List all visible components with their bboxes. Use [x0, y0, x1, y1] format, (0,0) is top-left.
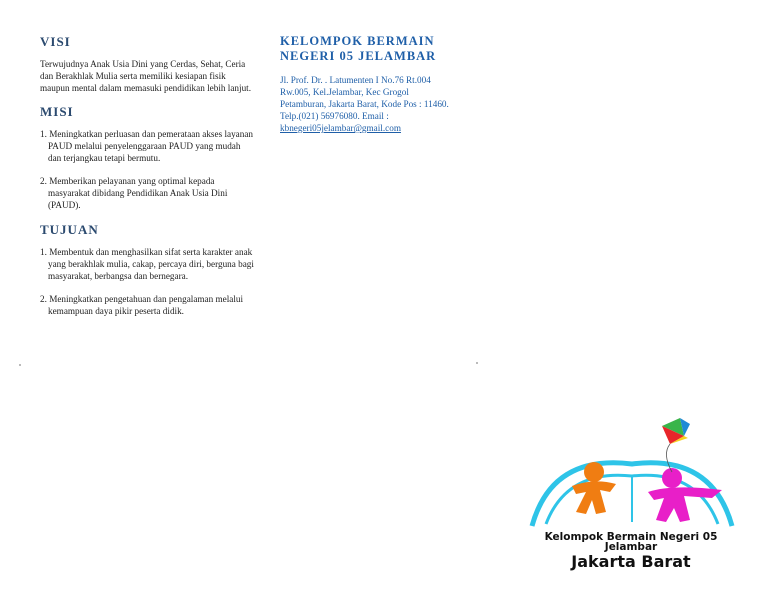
email-link[interactable]: kbnegeri05jelambar@gmail.com [280, 123, 401, 133]
misi-item: 1. Meningkatkan perluasan dan pemerataan akses layanan PAUD melalui penyelenggaraan PAUD yang mudah dan terjangkau tetapi bermutu. [40, 129, 254, 163]
logo-graphic [512, 414, 750, 534]
page-marker [476, 362, 478, 364]
tujuan-item: 1. Membentuk dan menghasilkan sifat serta karakter anak yang berakhlak mulia, cakap, percaya diri, berguna bagi masyarakat, berbangsa dan bernegara. [40, 247, 254, 281]
tujuan-list [40, 246, 255, 317]
address-line1: Jl. Prof. Dr. . Latumenten I No.76 Rt.004 [280, 75, 431, 85]
visi-text: Terwujudnya Anak Usia Dini yang Cerdas, Sehat, Ceria dan Berakhlak Mulia serta memiliki kesiapan fisik maupun mental dalam memasuki pendidikan lebih lanjut. [40, 59, 252, 93]
left-column [40, 34, 255, 328]
school-logo [512, 414, 750, 576]
misi-heading: MISI [40, 104, 74, 119]
logo-line2: Jelambar [604, 541, 658, 553]
misi-list [40, 128, 255, 211]
address-block [280, 74, 500, 134]
org-title [280, 34, 500, 64]
visi-heading: VISI [40, 34, 71, 49]
logo-line1: Kelompok Bermain Negeri 05 [544, 531, 718, 543]
page-marker [19, 364, 21, 366]
logo-line3: Jakarta Barat [571, 552, 691, 571]
address-line2: Rw.005, Kel.Jelambar, Kec Grogol [280, 87, 409, 97]
org-title-line1: KELOMPOK BERMAIN [280, 34, 435, 48]
logo-text [512, 532, 750, 552]
tujuan-heading: TUJUAN [40, 222, 99, 237]
misi-item: 2. Memberikan pelayanan yang optimal kepada masyarakat dibidang Pendidikan Anak Usia Dini (PAUD). [40, 176, 228, 210]
phone-email-line: Telp.(021) 56976080. Email : [280, 111, 389, 121]
address-line3: Petamburan, Jakarta Barat, Kode Pos : 11460. [280, 99, 449, 109]
org-title-line2: NEGERI 05 JELAMBAR [280, 49, 437, 63]
contact-column [280, 34, 500, 134]
tujuan-item: 2. Meningkatkan pengetahuan dan pengalaman melalui kemampuan daya pikir peserta didik. [40, 294, 244, 316]
